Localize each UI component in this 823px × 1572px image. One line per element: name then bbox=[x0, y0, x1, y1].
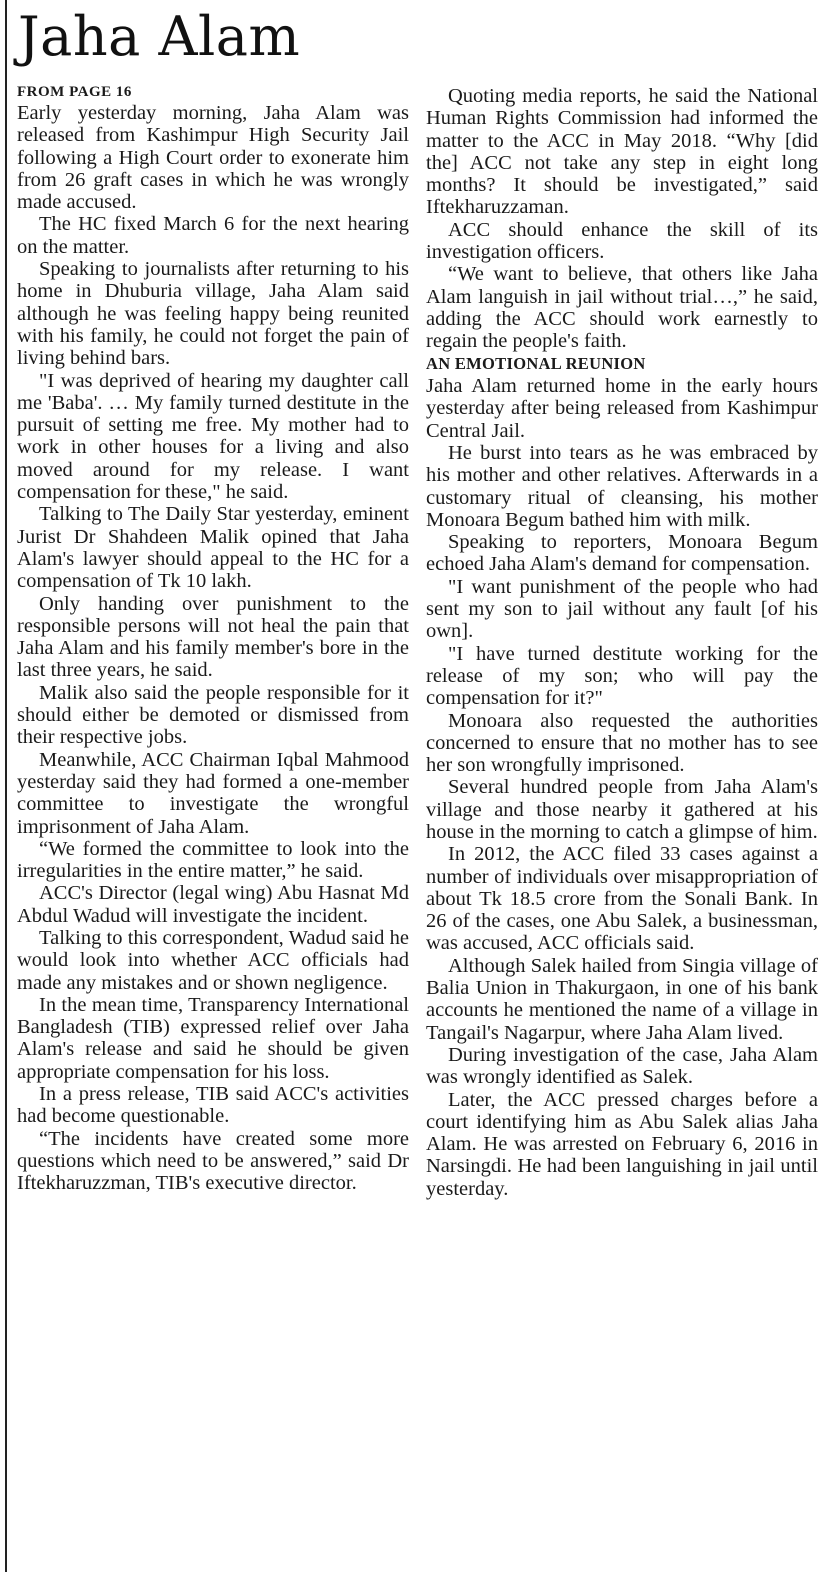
paragraph: Although Salek hailed from Singia village of Balia Union in Thakurgaon, in one of his bank accounts he mentioned the name of a village in Tangail's Nagarpur, where Jaha Alam lived. bbox=[426, 954, 818, 1044]
paragraph: Several hundred people from Jaha Alam's village and those nearby it gathered at his house in the morning to catch a glimpse of him. bbox=[426, 776, 818, 843]
paragraph: Jaha Alam returned home in the early hours yesterday after being released from Kashimpur Central Jail. bbox=[426, 375, 818, 442]
paragraph: In 2012, the ACC filed 33 cases against a number of individuals over misappropriation of about Tk 18.5 crore from the Sonali Bank. In 26 of the cases, one Abu Salek, a businessman, was accused, ACC officials said. bbox=[426, 843, 818, 955]
paragraph: Talking to The Daily Star yesterday, eminent Jurist Dr Shahdeen Malik opined that Jaha Alam's lawyer should appeal to the HC for a compensation of Tk 10 lakh. bbox=[17, 503, 409, 593]
paragraph: Talking to this correspondent, Wadud said he would look into whether ACC officials had made any mistakes and or shown negligence. bbox=[17, 926, 409, 994]
paragraph: The HC fixed March 6 for the next hearing on the matter. bbox=[17, 213, 409, 258]
paragraph: Later, the ACC pressed charges before a court identifying him as Abu Salek alias Jaha Alam. He was arrested on February 6, 2016 in Narsingdi. He had been languishing in jail until yesterday. bbox=[426, 1088, 818, 1200]
paragraph: During investigation of the case, Jaha Alam was wrongly identified as Salek. bbox=[426, 1043, 818, 1089]
paragraph: ACC's Director (legal wing) Abu Hasnat Md Abdul Wadud will investigate the incident. bbox=[17, 882, 409, 927]
paragraph: In the mean time, Transparency International Bangladesh (TIB) expressed relief over Jaha Alam's release and said he should be given appropriate compensation for his loss. bbox=[17, 993, 409, 1083]
article-column-right bbox=[426, 85, 818, 1200]
paragraph: Speaking to reporters, Monoara Begum echoed Jaha Alam's demand for compensation. bbox=[426, 531, 818, 576]
paragraph: “The incidents have created some more questions which need to be answered,” said Dr Iftekharuzzman, TIB's executive director. bbox=[17, 1127, 409, 1195]
column-rule-left bbox=[5, 0, 7, 1572]
continuation-kicker: FROM PAGE 16 bbox=[17, 84, 132, 100]
paragraph: ACC should enhance the skill of its investigation officers. bbox=[426, 218, 818, 264]
paragraph: In a press release, TIB said ACC's activities had become questionable. bbox=[17, 1083, 409, 1128]
paragraph: "I have turned destitute working for the release of my son; who will pay the compensation for it?" bbox=[426, 642, 818, 710]
paragraph: Quoting media reports, he said the National Human Rights Commission had informed the matter to the ACC in May 2018. “Why [did the] ACC not take any step in eight long months? It should be investigated,” said Iftekharuzzaman. bbox=[426, 85, 818, 219]
section-subhead: AN EMOTIONAL REUNION bbox=[426, 353, 646, 373]
paragraph: Early yesterday morning, Jaha Alam was released from Kashimpur High Security Jail following a High Court order to exonerate him from 26 graft cases in which he was wrongly made accused. bbox=[17, 102, 409, 214]
paragraph: "I was deprived of hearing my daughter call me 'Baba'. … My family turned destitute in the pursuit of setting me free. My mother had to work in other houses for a living and also moved around for my release. I want compensation for these," he said. bbox=[17, 369, 409, 504]
paragraph: Only handing over punishment to the responsible persons will not heal the pain that Jaha Alam and his family member's bore in the last three years, he said. bbox=[17, 592, 409, 682]
headline: Jaha Alam bbox=[18, 5, 301, 68]
paragraph: He burst into tears as he was embraced by his mother and other relatives. Afterwards in a customary ritual of cleansing, his mother Monoara Begum bathed him with milk. bbox=[426, 441, 818, 531]
paragraph: Monoara also requested the authorities concerned to ensure that no mother has to see her son wrongfully imprisoned. bbox=[426, 709, 818, 777]
paragraph: “We want to believe, that others like Jaha Alam languish in jail without trial…,” he said, adding the ACC should work earnestly to regain the people's faith. bbox=[426, 263, 818, 353]
paragraph: "I want punishment of the people who had sent my son to jail without any fault [of his own]. bbox=[426, 575, 818, 643]
paragraph: Speaking to journalists after returning to his home in Dhuburia village, Jaha Alam said although he was feeling happy being reunited with his family, he could not forget the pain of living behind bars. bbox=[17, 258, 409, 370]
article-column-left bbox=[17, 83, 409, 1195]
paragraph: Malik also said the people responsible for it should either be demoted or dismissed from their respective jobs. bbox=[17, 681, 409, 749]
paragraph: Meanwhile, ACC Chairman Iqbal Mahmood yesterday said they had formed a one-member committee to investigate the wrongful imprisonment of Jaha Alam. bbox=[17, 748, 409, 838]
paragraph: “We formed the committee to look into the irregularities in the entire matter,” he said. bbox=[17, 837, 409, 883]
